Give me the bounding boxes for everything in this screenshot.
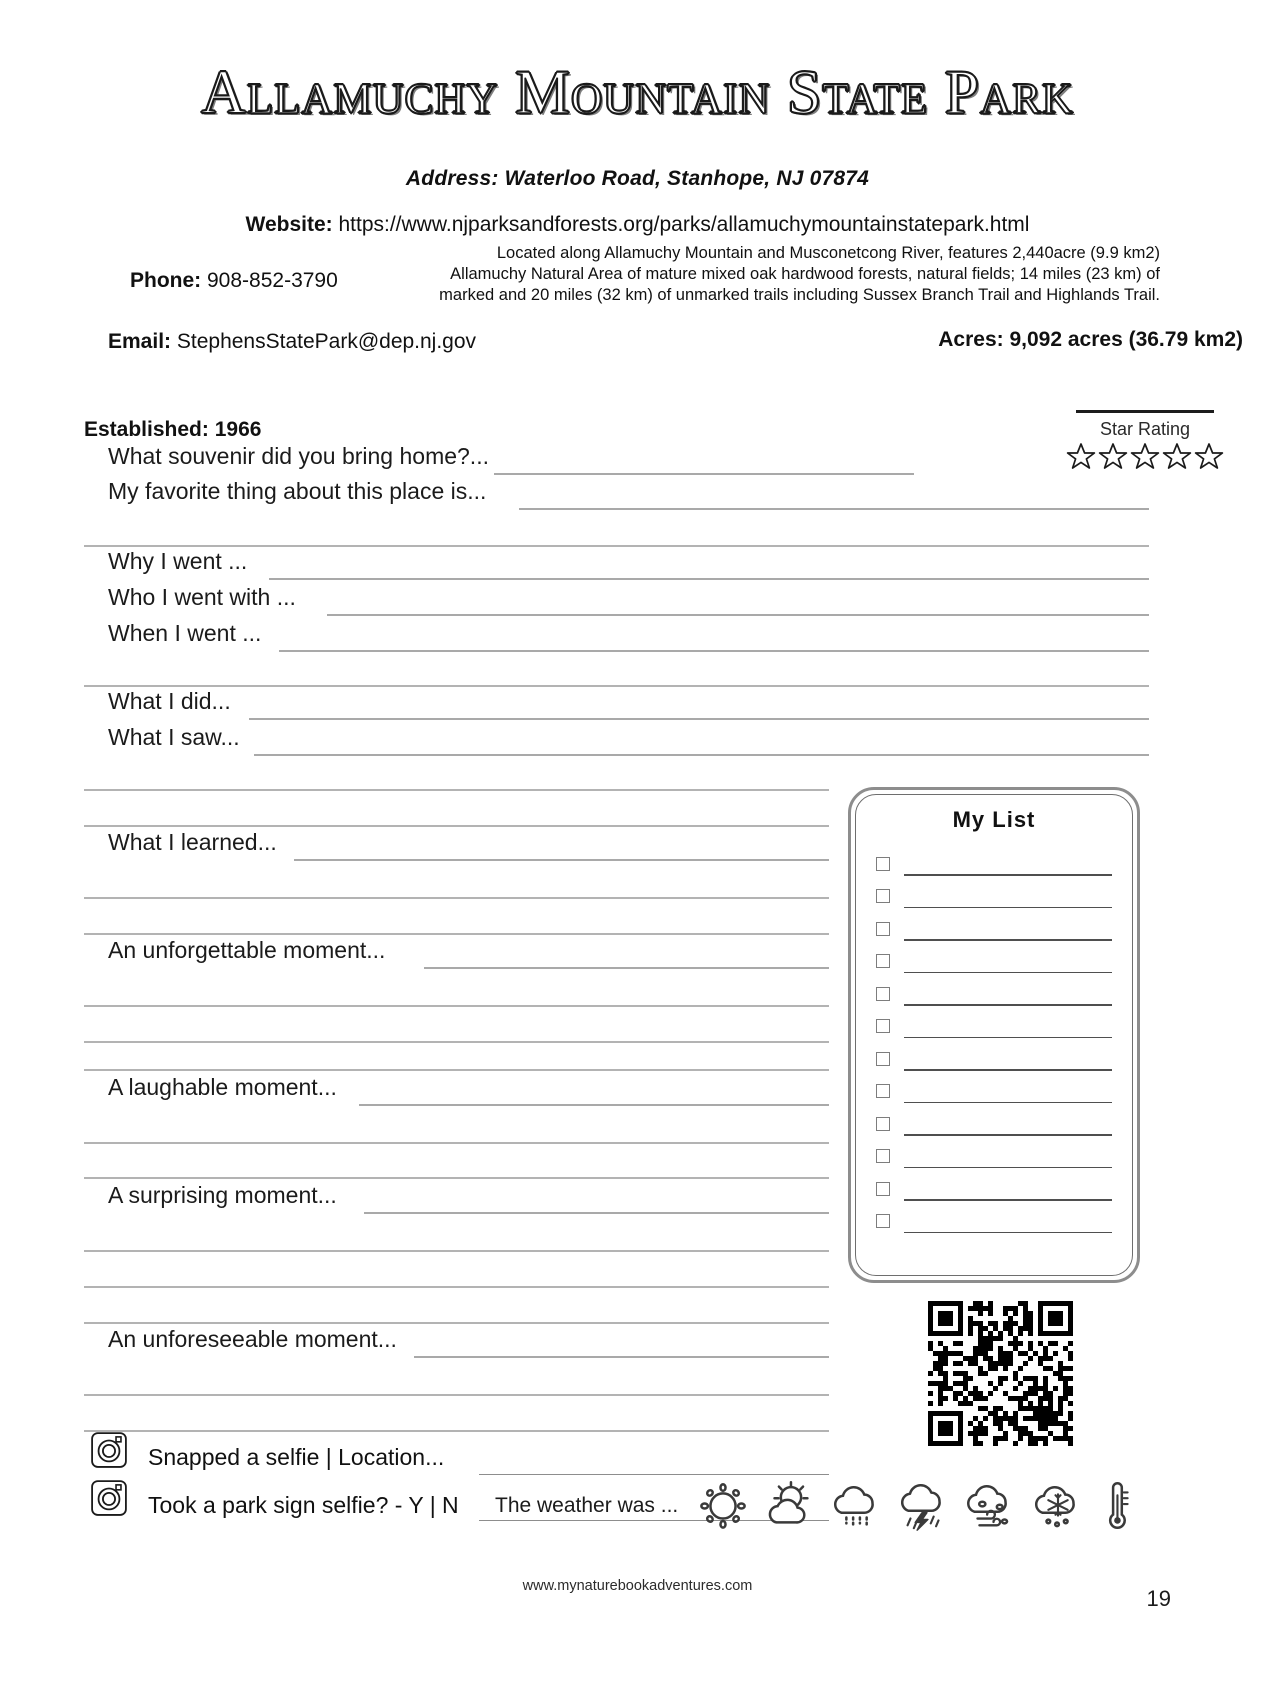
checkbox[interactable] <box>876 954 890 968</box>
prompt-laughable[interactable] <box>84 1070 829 1106</box>
checkbox[interactable] <box>876 922 890 936</box>
checkbox[interactable] <box>876 1182 890 1196</box>
my-list-writeline[interactable] <box>904 1232 1112 1233</box>
established-label: Established: <box>84 418 209 441</box>
my-list-writeline[interactable] <box>904 1199 1112 1200</box>
page-title: Allamuchy Mountain State Park <box>201 59 1074 127</box>
writeline-left-2[interactable] <box>84 897 829 899</box>
my-list-box <box>848 787 1140 1283</box>
my-list-item[interactable] <box>876 941 1112 974</box>
my-list-item[interactable] <box>876 1103 1112 1136</box>
my-list-title: My List <box>952 807 1036 832</box>
my-list-item[interactable] <box>876 1201 1112 1234</box>
snow-cloud-icon[interactable] <box>1029 1476 1087 1534</box>
star-icon[interactable] <box>1161 458 1193 475</box>
website-label: Website: <box>245 213 333 236</box>
prompt-when[interactable] <box>84 616 1149 652</box>
section-divider-3 <box>84 789 829 791</box>
selfie-location-row[interactable] <box>84 1431 829 1475</box>
phone-value: 908-852-3790 <box>201 269 338 292</box>
footer-url[interactable]: www.mynaturebookadventures.com <box>522 1578 753 1594</box>
prompt-saw-writeline[interactable] <box>254 754 1149 756</box>
prompt-unforeseeable-writeline[interactable] <box>414 1356 829 1358</box>
my-list-writeline[interactable] <box>904 1102 1112 1103</box>
prompt-why-label: Why I went ... <box>108 548 253 575</box>
prompt-saw[interactable] <box>84 720 1149 756</box>
prompt-did[interactable] <box>84 684 1149 720</box>
writeline-left-10[interactable] <box>84 1286 829 1288</box>
sun-behind-cloud-icon[interactable] <box>761 1476 819 1534</box>
camera-icon <box>90 1479 128 1517</box>
my-list-item[interactable] <box>876 876 1112 909</box>
prompt-learned-writeline[interactable] <box>294 859 829 861</box>
my-list-item[interactable] <box>876 1136 1112 1169</box>
page-number: 19 <box>1146 1586 1171 1611</box>
writeline-left-7[interactable] <box>84 1142 829 1144</box>
my-list-item[interactable] <box>876 973 1112 1006</box>
checkbox[interactable] <box>876 1149 890 1163</box>
checkbox[interactable] <box>876 1019 890 1033</box>
checkbox[interactable] <box>876 857 890 871</box>
my-list-writeline[interactable] <box>904 972 1112 973</box>
prompt-favorite-writeline[interactable] <box>519 508 1149 510</box>
checkbox[interactable] <box>876 1084 890 1098</box>
star-icon[interactable] <box>1065 458 1097 475</box>
star-icon[interactable] <box>1097 458 1129 475</box>
writeline-left-4[interactable] <box>84 1005 829 1007</box>
my-list-writeline[interactable] <box>904 939 1112 940</box>
my-list-writeline[interactable] <box>904 1004 1112 1005</box>
checkbox[interactable] <box>876 1214 890 1228</box>
my-list-writeline[interactable] <box>904 1069 1112 1070</box>
prompt-surprising-label: A surprising moment... <box>108 1182 343 1209</box>
selfie-sign-label[interactable]: Took a park sign selfie? - Y | N <box>148 1492 459 1518</box>
windy-cloud-icon[interactable] <box>962 1476 1020 1534</box>
park-email <box>108 330 476 354</box>
prompt-unforeseeable-label: An unforeseeable moment... <box>108 1326 403 1353</box>
thermometer-icon[interactable] <box>1096 1476 1136 1534</box>
prompt-favorite[interactable] <box>84 474 1149 510</box>
prompt-when-label: When I went ... <box>108 620 267 647</box>
established-value: 1966 <box>208 418 262 441</box>
prompt-favorite-label: My favorite thing about this place is... <box>108 478 492 505</box>
park-description: Located along Allamuchy Mountain and Musconetcong River, features 2,440acre (9.9 km2) Allamuchy Natural Area of mature mixed oak hardwood forests, natural fields; 14 miles (23 km) of marked and 20 miles (32 km) of unmarked trails including Sussex Branch Trail and Highlands Trail. <box>439 244 1160 305</box>
writeline-left-5[interactable] <box>84 1041 829 1043</box>
prompt-who-label: Who I went with ... <box>108 584 302 611</box>
address-label: Address: <box>405 167 499 190</box>
checkbox[interactable] <box>876 1117 890 1131</box>
my-list-item[interactable] <box>876 1168 1112 1201</box>
park-website <box>0 213 1275 237</box>
qr-code[interactable] <box>928 1301 1073 1446</box>
my-list-item[interactable] <box>876 1038 1112 1071</box>
star-rating-divider <box>1076 410 1214 413</box>
selfie-location-writeline[interactable] <box>479 1474 829 1475</box>
my-list-inner <box>855 794 1133 1276</box>
camera-icon <box>90 1431 128 1469</box>
prompt-laughable-label: A laughable moment... <box>108 1074 343 1101</box>
checkbox[interactable] <box>876 987 890 1001</box>
park-phone <box>130 269 338 293</box>
prompt-why[interactable] <box>84 544 1149 580</box>
address-value: Waterloo Road, Stanhope, NJ 07874 <box>498 167 870 190</box>
star-rating-caption: Star Rating <box>1099 419 1191 439</box>
my-list-writeline[interactable] <box>904 1134 1112 1135</box>
prompt-unforeseeable[interactable] <box>84 1322 829 1358</box>
prompt-learned-label: What I learned... <box>108 829 283 856</box>
writeline-left-12[interactable] <box>84 1394 829 1396</box>
weather-label: The weather was ... <box>495 1494 679 1517</box>
park-acres <box>938 328 1243 352</box>
my-list-writeline[interactable] <box>904 907 1112 908</box>
rain-cloud-icon[interactable] <box>828 1476 886 1534</box>
journal-page <box>0 58 1275 1708</box>
sun-icon[interactable] <box>694 1476 752 1534</box>
checkbox[interactable] <box>876 889 890 903</box>
my-list-writeline[interactable] <box>904 1037 1112 1038</box>
my-list-item[interactable] <box>876 1071 1112 1104</box>
prompt-surprising[interactable] <box>84 1178 829 1214</box>
prompt-laughable-writeline[interactable] <box>359 1104 829 1106</box>
prompt-souvenir-label: What souvenir did you bring home?... <box>108 443 495 470</box>
prompt-did-label: What I did... <box>108 688 237 715</box>
prompt-unforgettable-writeline[interactable] <box>424 967 829 969</box>
prompt-learned[interactable] <box>84 825 829 861</box>
my-list-item[interactable] <box>876 843 1112 876</box>
selfie-location-label: Snapped a selfie | Location... <box>148 1444 445 1470</box>
email-label: Email: <box>108 330 172 353</box>
phone-label: Phone: <box>130 269 202 292</box>
star-rating <box>1045 410 1245 476</box>
prompt-when-writeline[interactable] <box>279 650 1149 652</box>
prompt-souvenir[interactable] <box>84 439 914 475</box>
my-list-item[interactable] <box>876 908 1112 941</box>
prompt-unforgettable-label: An unforgettable moment... <box>108 937 391 964</box>
prompt-surprising-writeline[interactable] <box>364 1212 829 1214</box>
prompt-unforgettable[interactable] <box>84 933 829 969</box>
writeline-left-9[interactable] <box>84 1250 829 1252</box>
my-list-rows <box>872 843 1116 1233</box>
thunderstorm-cloud-icon[interactable] <box>895 1476 953 1534</box>
my-list-item[interactable] <box>876 1006 1112 1039</box>
star-rating-stars[interactable] <box>1045 442 1245 476</box>
star-icon[interactable] <box>1193 458 1225 475</box>
website-value[interactable]: https://www.njparksandforests.org/parks/allamuchymountainstatepark.html <box>332 213 1030 236</box>
weather-icon-row[interactable] <box>694 1476 1136 1534</box>
acres-value: 9,092 acres (36.79 km2) <box>1003 328 1243 351</box>
my-list-writeline[interactable] <box>904 1167 1112 1168</box>
park-info-block <box>0 243 1275 373</box>
prompt-who[interactable] <box>84 580 1149 616</box>
my-list-writeline[interactable] <box>904 874 1112 875</box>
prompt-saw-label: What I saw... <box>108 724 246 751</box>
star-icon[interactable] <box>1129 458 1161 475</box>
park-address <box>0 167 1275 191</box>
acres-label: Acres: <box>938 328 1004 351</box>
email-value: StephensStatePark@dep.nj.gov <box>171 330 477 353</box>
checkbox[interactable] <box>876 1052 890 1066</box>
